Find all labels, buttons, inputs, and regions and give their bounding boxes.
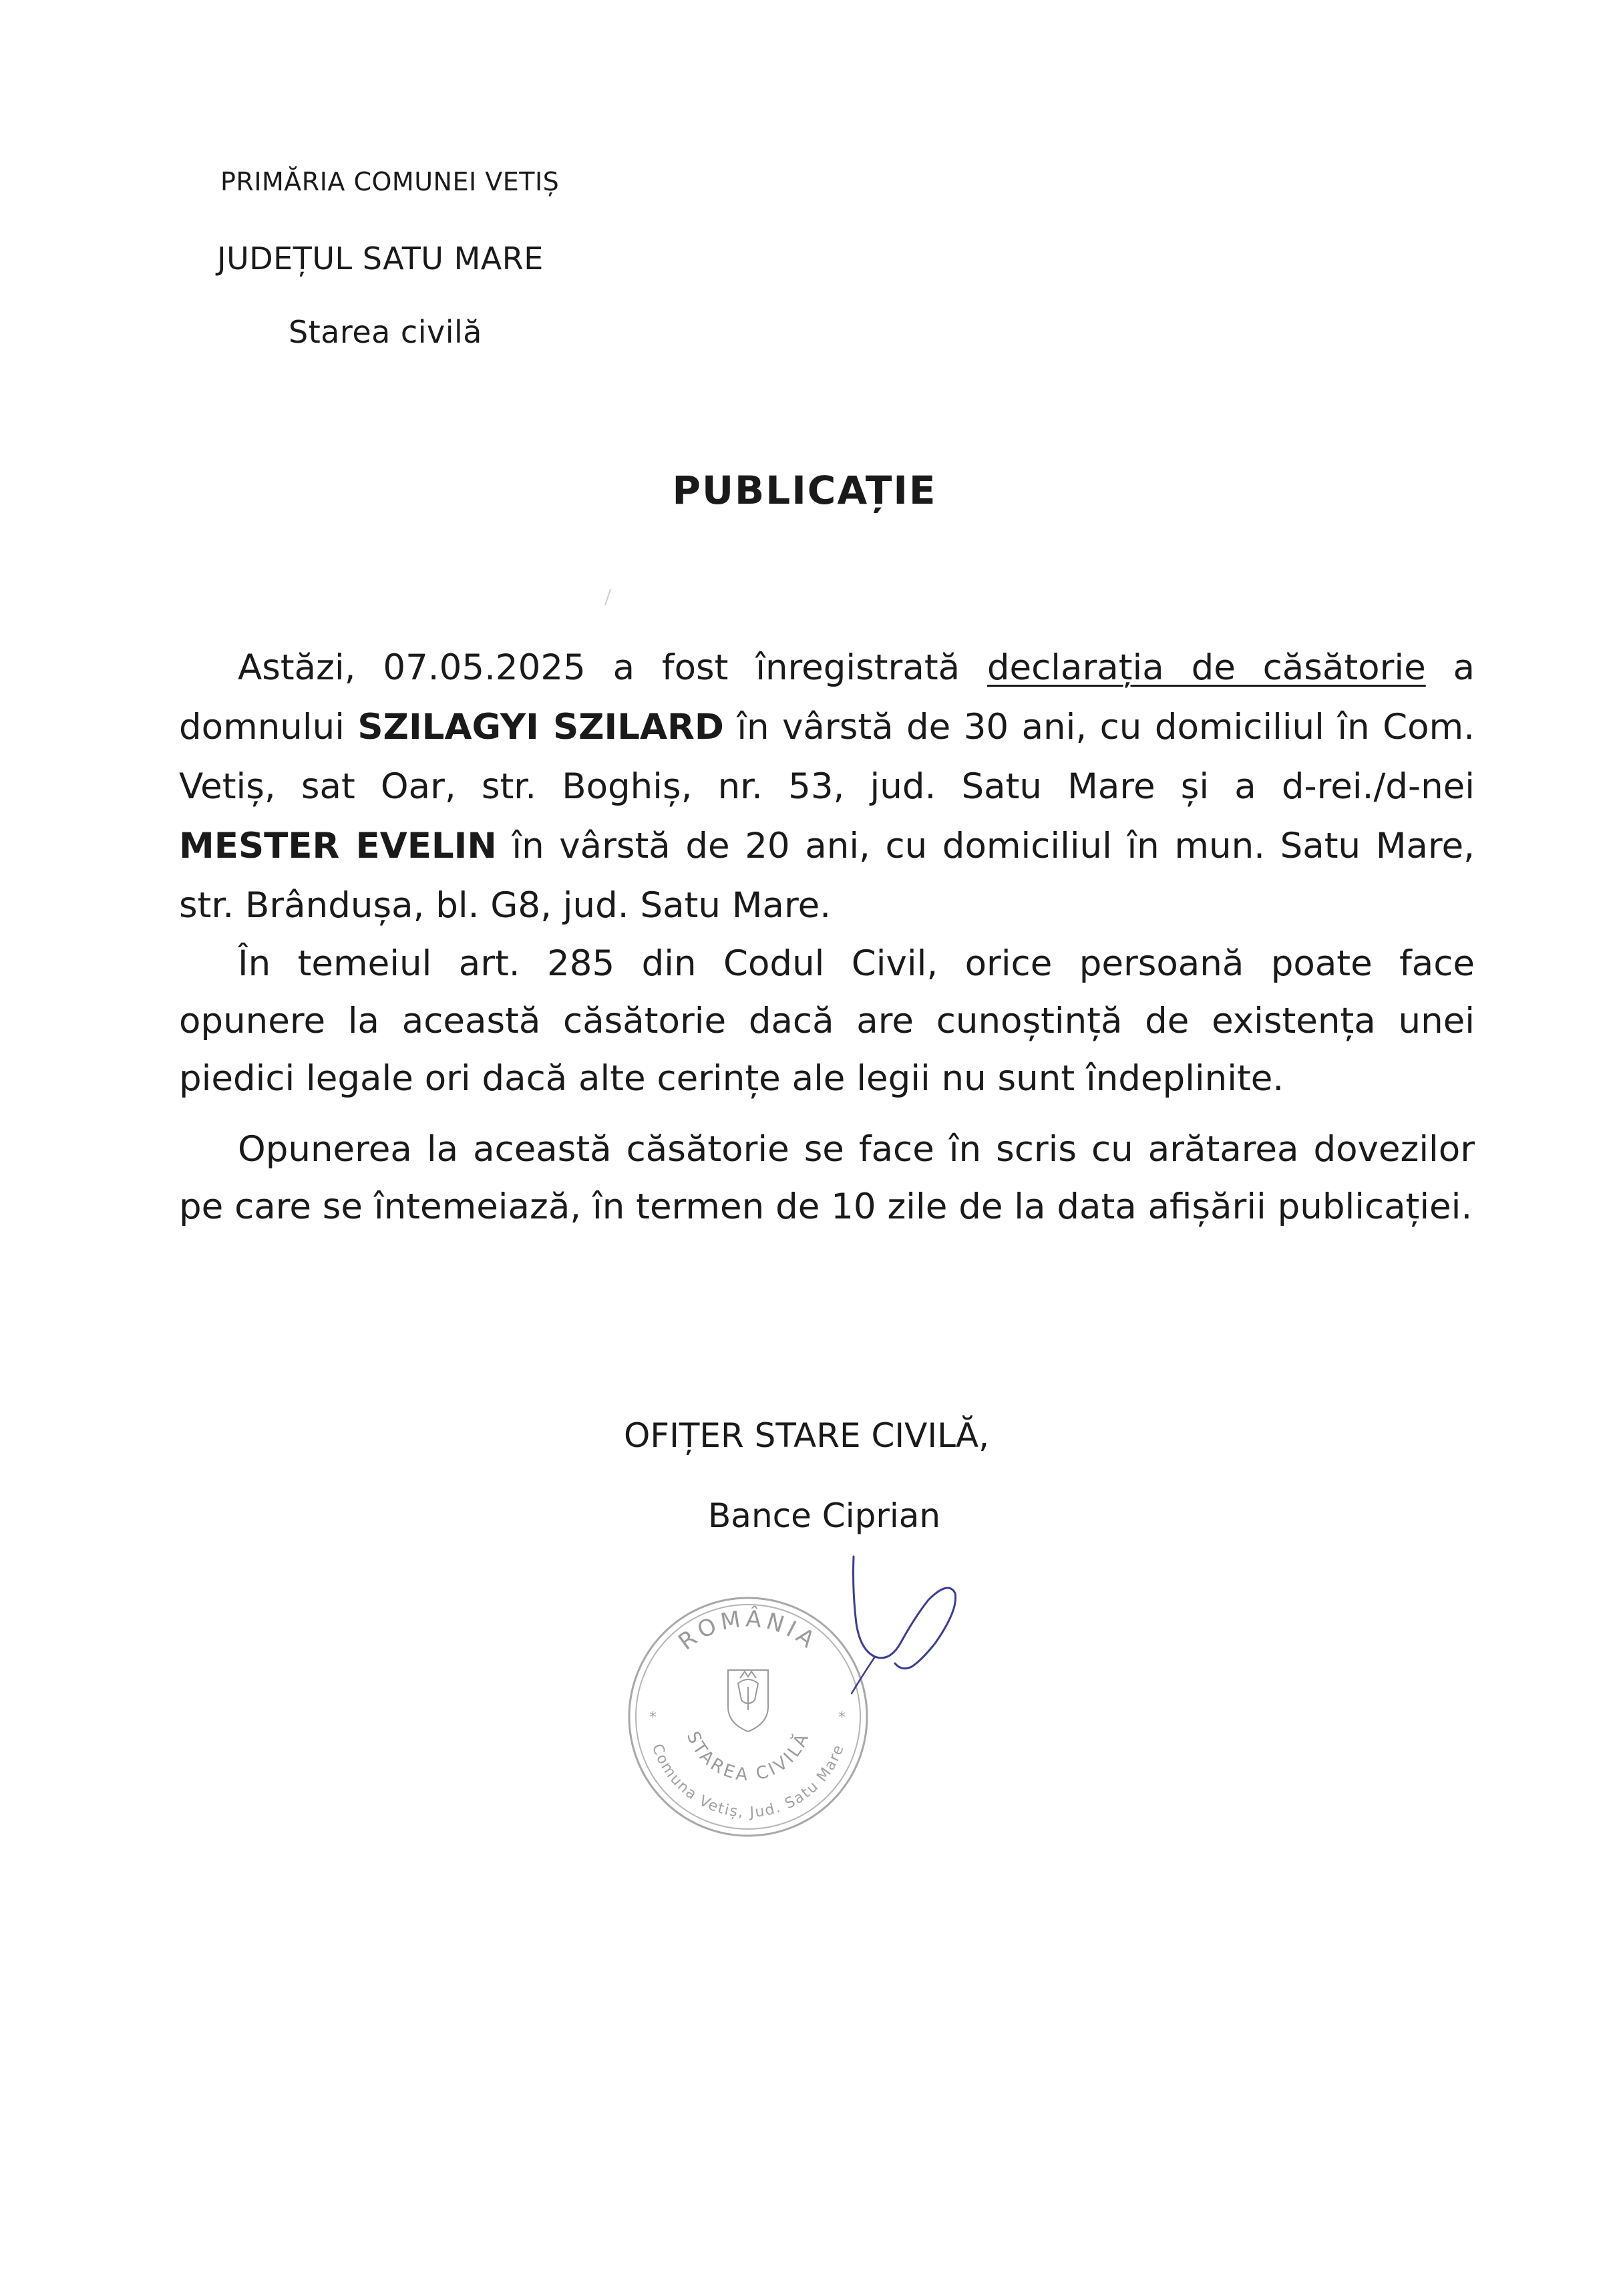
opposition-paragraph: Opunerea la această căsătorie se face în scris cu arătarea dovezilor pe care se întemeiază, în termen de 10 zile de la data afișării publicației. — [179, 1129, 1475, 1227]
official-stamp — [621, 1590, 875, 1844]
announcement-paragraph — [179, 638, 1475, 935]
county-name: JUDEȚUL SATU MARE — [217, 240, 544, 277]
signatory-name: Bance Ciprian — [708, 1496, 941, 1535]
signatory-title: OFIȚER STARE CIVILĂ, — [624, 1416, 990, 1455]
groom-name: SZILAGYI SZILARD — [357, 707, 724, 748]
svg-text:STAREA CIVILĂ: STAREA CIVILĂ — [682, 1728, 814, 1786]
handwritten-signature — [848, 1550, 962, 1697]
bride-name: MESTER EVELIN — [179, 826, 497, 866]
p1-part3: în vârstă de 30 ani, cu domiciliul în Com. Vetiș, sat Oar, str. Boghiș, nr. 53, jud. Satu Mare și a d-rei./d-nei — [179, 707, 1475, 807]
legal-basis-paragraph: În temeiul art. 285 din Codul Civil, orice persoană poate face opunere la această căsătorie dacă are cunoștință de existența unei piedici legale ori dacă alte cerințe ale legii nu sunt îndeplinite. — [179, 943, 1475, 1099]
p1-part2: a domnului — [179, 647, 1475, 748]
coat-of-arms-icon — [728, 1670, 768, 1732]
p1-part4: în vârstă de 20 ani, cu domiciliul în mun. Satu Mare, str. Brândușa, bl. G8, jud. Satu Mare. — [179, 826, 1475, 926]
document-title: PUBLICAȚIE — [672, 468, 937, 513]
department-name: Starea civilă — [289, 314, 482, 350]
p1-part1: Astăzi, 07.05.2025 a fost înregistrată — [238, 647, 987, 688]
svg-text:*: * — [838, 1709, 846, 1726]
institution-name: PRIMĂRIA COMUNEI VETIȘ — [220, 167, 560, 196]
scan-speck — [601, 588, 614, 608]
marriage-declaration-text: declarația de căsătorie — [987, 647, 1426, 688]
svg-text:ROMÂNIA: ROMÂNIA — [673, 1605, 823, 1656]
svg-text:*: * — [649, 1709, 657, 1726]
svg-text:Comuna Vetiș, Jud. Satu Mare: Comuna Vetiș, Jud. Satu Mare — [648, 1742, 848, 1822]
